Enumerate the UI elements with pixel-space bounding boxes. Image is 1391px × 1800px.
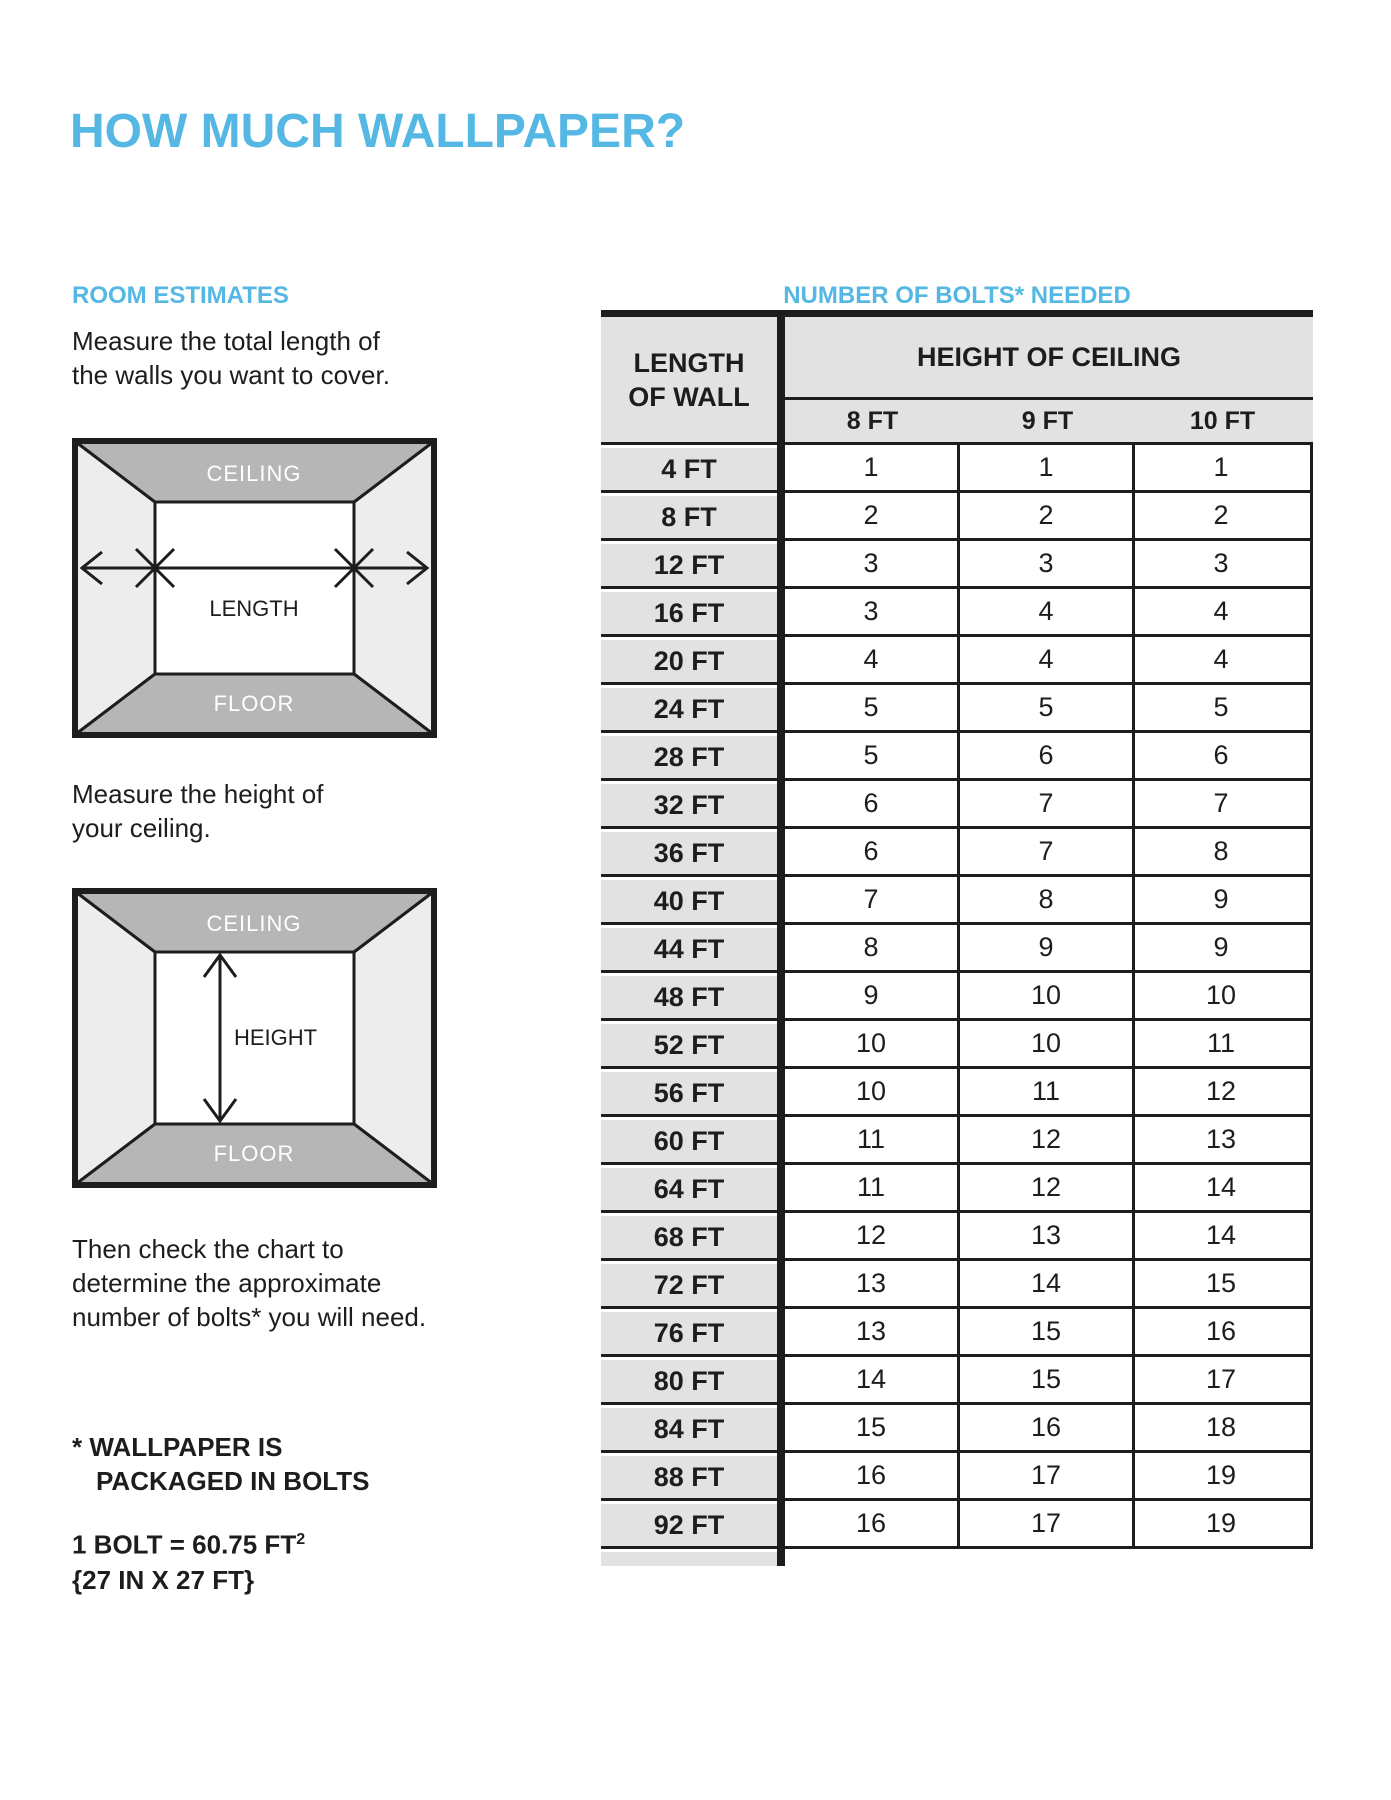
bolts-8ft-cell: 12 [785, 1213, 960, 1258]
bolts-8ft-cell: 13 [785, 1261, 960, 1306]
table-row [785, 733, 1310, 781]
bolts-9ft-cell: 5 [960, 685, 1135, 730]
bolts-9ft-cell: 10 [960, 973, 1135, 1018]
col-header-10ft: 10 FT [1189, 406, 1256, 435]
footnote-text: WALLPAPER IS [89, 1432, 283, 1462]
wall-length-label: 4 FT [601, 448, 777, 493]
bolts-9ft-cell: 4 [960, 637, 1135, 682]
bolts-10ft-cell: 7 [1135, 781, 1307, 826]
table-row [785, 1021, 1310, 1069]
bolts-9ft-cell: 4 [960, 589, 1135, 634]
asterisk: * [72, 1432, 83, 1462]
col-header-9ft: 9 FT [1021, 406, 1074, 435]
instruction-line: Measure the height of [72, 779, 324, 809]
bolts-8ft-cell: 13 [785, 1309, 960, 1354]
bolts-10ft-cell: 19 [1135, 1501, 1307, 1546]
bolts-9ft-cell: 12 [960, 1165, 1135, 1210]
bolts-8ft-cell: 10 [785, 1069, 960, 1114]
wall-length-label: 76 FT [601, 1312, 777, 1357]
table-row [785, 973, 1310, 1021]
table-row [785, 1069, 1310, 1117]
instruction-line: Then check the chart to [72, 1234, 344, 1264]
ceiling-label: CEILING [206, 461, 302, 486]
bolts-10ft-cell: 4 [1135, 589, 1307, 634]
floor-label: FLOOR [213, 691, 295, 716]
table-row [785, 445, 1310, 493]
table-row [785, 637, 1310, 685]
bolts-8ft-cell: 6 [785, 781, 960, 826]
bolts-10ft-cell: 11 [1135, 1021, 1307, 1066]
table-row [785, 781, 1310, 829]
bolts-9ft-cell: 8 [960, 877, 1135, 922]
bolts-needed-heading: NUMBER OF BOLTS* NEEDED [783, 281, 1131, 309]
room-estimates-heading: ROOM ESTIMATES [72, 281, 289, 309]
bolts-9ft-cell: 15 [960, 1309, 1135, 1354]
bolts-9ft-cell: 1 [960, 445, 1135, 490]
instruction-line: your ceiling. [72, 813, 211, 843]
length-label: LENGTH [209, 596, 299, 621]
bolts-10ft-cell: 4 [1135, 637, 1307, 682]
wall-length-label: 8 FT [601, 496, 777, 541]
table-row [785, 1453, 1310, 1501]
bolts-10ft-cell: 6 [1135, 733, 1307, 778]
bolts-9ft-cell: 7 [960, 781, 1135, 826]
footnote-line [72, 1430, 369, 1464]
table-row [785, 1309, 1310, 1357]
bolts-9ft-cell: 11 [960, 1069, 1135, 1114]
wall-length-label: 52 FT [601, 1024, 777, 1069]
bolts-8ft-cell: 8 [785, 925, 960, 970]
length-of-wall-header: LENGTH OF WALL [601, 317, 777, 445]
instruction-line: number of bolts* you will need. [72, 1302, 427, 1332]
bolts-9ft-cell: 3 [960, 541, 1135, 586]
bolts-10ft-cell: 19 [1135, 1453, 1307, 1498]
ceiling-height-columns [777, 317, 1313, 1566]
bolts-8ft-cell: 4 [785, 637, 960, 682]
bolts-10ft-cell: 3 [1135, 541, 1307, 586]
ceiling-label: CEILING [206, 911, 302, 936]
wall-column-tail [601, 1552, 777, 1566]
bolts-8ft-cell: 9 [785, 973, 960, 1018]
bolts-8ft-cell: 10 [785, 1021, 960, 1066]
bolts-9ft-cell: 7 [960, 829, 1135, 874]
bolts-10ft-cell: 17 [1135, 1357, 1307, 1402]
table-row [785, 1357, 1310, 1405]
back-wall-panel [155, 502, 354, 674]
table-row [785, 493, 1310, 541]
room-height-diagram [72, 888, 437, 1188]
bolts-8ft-cell: 2 [785, 493, 960, 538]
bolts-10ft-cell: 14 [1135, 1213, 1307, 1258]
wall-length-label: 12 FT [601, 544, 777, 589]
bolts-8ft-cell: 14 [785, 1357, 960, 1402]
wall-length-label: 28 FT [601, 736, 777, 781]
bolts-footnote [72, 1430, 369, 1498]
table-row [785, 685, 1310, 733]
table-row [785, 589, 1310, 637]
height-of-ceiling-header: HEIGHT OF CEILING [785, 317, 1313, 400]
bolts-8ft-cell: 6 [785, 829, 960, 874]
length-of-wall-column [601, 317, 777, 1566]
bolts-10ft-cell: 8 [1135, 829, 1307, 874]
bolt-size-info [72, 1522, 305, 1598]
instruction-line: the walls you want to cover. [72, 360, 390, 390]
bolts-10ft-cell: 5 [1135, 685, 1307, 730]
ceiling-height-subheader [785, 400, 1313, 445]
wall-length-label: 24 FT [601, 688, 777, 733]
bolts-9ft-cell: 9 [960, 925, 1135, 970]
bolts-needed-table [601, 310, 1313, 1566]
footnote-line: PACKAGED IN BOLTS [96, 1466, 370, 1496]
table-top-border [601, 310, 1313, 317]
wall-length-label: 32 FT [601, 784, 777, 829]
bolts-10ft-cell: 9 [1135, 877, 1307, 922]
instruction-check-chart [72, 1232, 426, 1334]
wall-length-label: 68 FT [601, 1216, 777, 1261]
bolts-9ft-cell: 10 [960, 1021, 1135, 1066]
bolts-9ft-cell: 15 [960, 1357, 1135, 1402]
bolts-8ft-cell: 16 [785, 1501, 960, 1546]
bolts-8ft-cell: 11 [785, 1165, 960, 1210]
table-row [785, 1165, 1310, 1213]
bolts-8ft-cell: 5 [785, 685, 960, 730]
floor-label: FLOOR [213, 1141, 295, 1166]
wall-length-label: 56 FT [601, 1072, 777, 1117]
wall-length-label: 80 FT [601, 1360, 777, 1405]
bolt-dimensions: {27 IN X 27 FT} [72, 1564, 255, 1595]
wall-length-label: 40 FT [601, 880, 777, 925]
bolts-8ft-cell: 15 [785, 1405, 960, 1450]
bolts-8ft-cell: 7 [785, 877, 960, 922]
bolts-8ft-cell: 5 [785, 733, 960, 778]
bolts-10ft-cell: 15 [1135, 1261, 1307, 1306]
bolts-10ft-cell: 9 [1135, 925, 1307, 970]
bolts-10ft-cell: 2 [1135, 493, 1307, 538]
bolts-10ft-cell: 13 [1135, 1117, 1307, 1162]
table-row [785, 541, 1310, 589]
bolts-data-grid [785, 445, 1313, 1549]
bolts-10ft-cell: 18 [1135, 1405, 1307, 1450]
bolts-9ft-cell: 13 [960, 1213, 1135, 1258]
wall-length-label: 44 FT [601, 928, 777, 973]
instruction-measure-length [72, 324, 390, 392]
bolts-10ft-cell: 12 [1135, 1069, 1307, 1114]
bolts-9ft-cell: 12 [960, 1117, 1135, 1162]
table-row [785, 877, 1310, 925]
table-row [785, 1501, 1310, 1549]
wall-length-label: 92 FT [601, 1504, 777, 1549]
bolts-9ft-cell: 2 [960, 493, 1135, 538]
wall-length-label: 16 FT [601, 592, 777, 637]
bolts-9ft-cell: 17 [960, 1501, 1135, 1546]
exponent: 2 [296, 1531, 306, 1548]
wall-length-label: 48 FT [601, 976, 777, 1021]
bolts-9ft-cell: 6 [960, 733, 1135, 778]
bolt-equation: 1 BOLT = 60.75 $FT^2$ [72, 1529, 306, 1560]
col-header-8ft: 8 FT [846, 406, 899, 435]
table-row [785, 925, 1310, 973]
table-row [785, 829, 1310, 877]
table-row [785, 1213, 1310, 1261]
height-label: HEIGHT [234, 1025, 318, 1050]
bolts-8ft-cell: 16 [785, 1453, 960, 1498]
bolts-8ft-cell: 11 [785, 1117, 960, 1162]
bolts-10ft-cell: 16 [1135, 1309, 1307, 1354]
table-row [785, 1117, 1310, 1165]
room-length-diagram [72, 438, 437, 738]
wall-length-label: 20 FT [601, 640, 777, 685]
bolts-10ft-cell: 1 [1135, 445, 1307, 490]
wall-length-label: 88 FT [601, 1456, 777, 1501]
wall-length-label: 60 FT [601, 1120, 777, 1165]
wall-length-label: 84 FT [601, 1408, 777, 1453]
bolts-8ft-cell: 3 [785, 541, 960, 586]
bolts-10ft-cell: 10 [1135, 973, 1307, 1018]
bolts-9ft-cell: 17 [960, 1453, 1135, 1498]
bolts-10ft-cell: 14 [1135, 1165, 1307, 1210]
wall-length-label: 64 FT [601, 1168, 777, 1213]
instruction-line: Measure the total length of [72, 326, 380, 356]
page-title: HOW MUCH WALLPAPER? [70, 105, 686, 159]
wall-length-label: 72 FT [601, 1264, 777, 1309]
wall-length-label: 36 FT [601, 832, 777, 877]
instruction-measure-height [72, 777, 324, 845]
bolts-8ft-cell: 1 [785, 445, 960, 490]
table-row [785, 1261, 1310, 1309]
bolts-9ft-cell: 16 [960, 1405, 1135, 1450]
table-row [785, 1405, 1310, 1453]
bolts-8ft-cell: 3 [785, 589, 960, 634]
bolts-9ft-cell: 14 [960, 1261, 1135, 1306]
instruction-line: determine the approximate [72, 1268, 382, 1298]
